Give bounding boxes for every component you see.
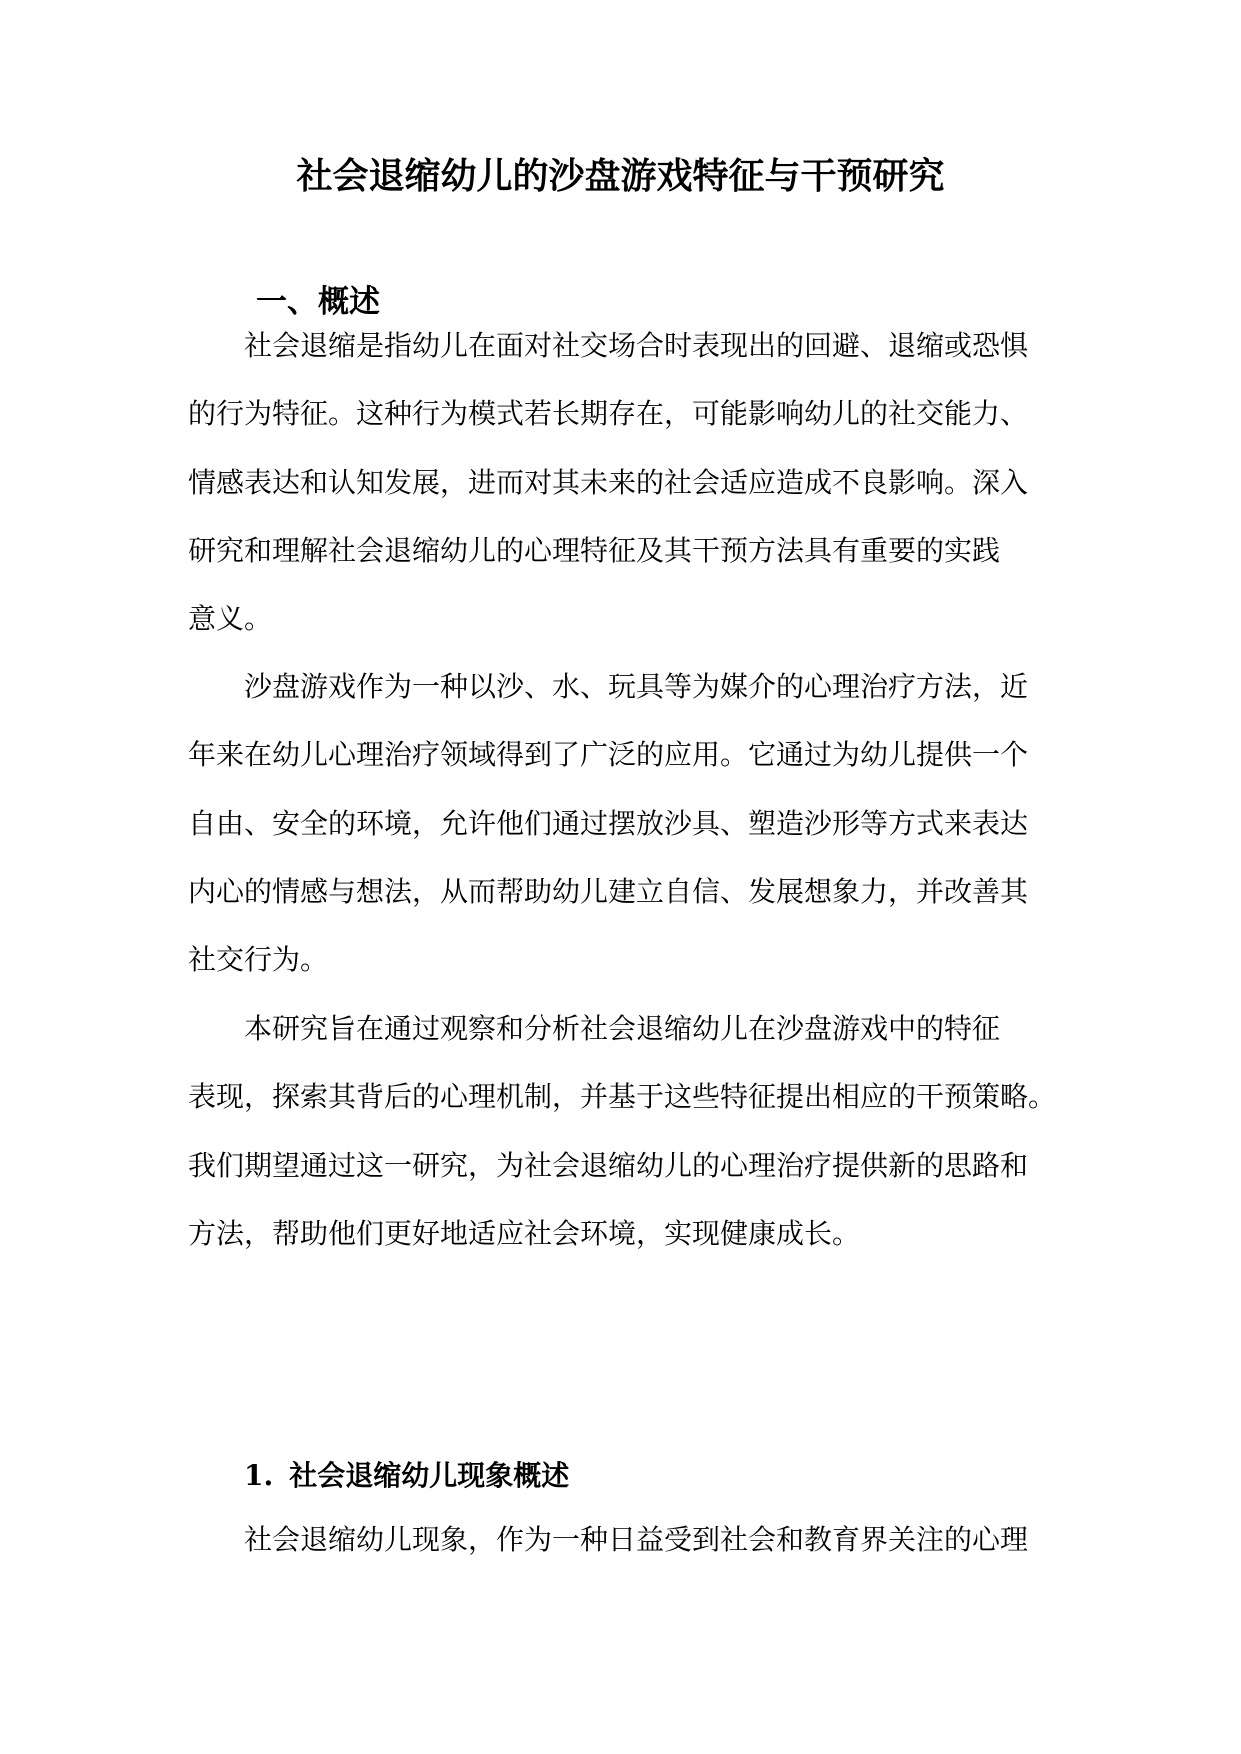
paragraph-line: 社交行为。 <box>188 943 329 977</box>
paragraph-line: 自由、安全的环境，允许他们通过摆放沙具、塑造沙形等方式来表达 <box>188 806 1029 840</box>
paragraph-line: 本研究旨在通过观察和分析社会退缩幼儿在沙盘游戏中的特征 <box>244 1012 1001 1045</box>
paragraph-line: 年来在幼儿心理治疗领域得到了广泛的应用。它通过为幼儿提供一个 <box>188 738 1029 772</box>
paragraph-4 <box>188 1506 1068 1574</box>
subsection-number: 1. <box>244 1459 274 1492</box>
paragraph-line: 社会退缩幼儿现象，作为一种日益受到社会和教育界关注的心理 <box>244 1523 1029 1556</box>
subsection-title: 社会退缩幼儿现象概述 <box>289 1459 570 1492</box>
paragraph-line: 沙盘游戏作为一种以沙、水、玩具等为媒介的心理治疗方法，近 <box>244 670 1029 703</box>
paragraph-line: 研究和理解社会退缩幼儿的心理特征及其干预方法具有重要的实践 <box>188 533 1001 567</box>
paragraph-line: 意义。 <box>188 602 273 636</box>
paragraph-2 <box>188 653 1068 994</box>
paragraph-line: 内心的情感与想法，从而帮助幼儿建立自信、发展想象力，并改善其 <box>188 874 1029 908</box>
paragraph-line: 社会退缩是指幼儿在面对社交场合时表现出的回避、退缩或恐惧 <box>244 329 1029 362</box>
paragraph-line: 情感表达和认知发展，进而对其未来的社会适应造成不良影响。深入 <box>188 465 1029 499</box>
subsection-heading <box>244 1456 569 1496</box>
paragraph-1 <box>188 312 1068 653</box>
paragraph-line: 表现，探索其背后的心理机制，并基于这些特征提出相应的干预策略。 <box>188 1080 1057 1114</box>
paragraph-line: 的行为特征。这种行为模式若长期存在，可能影响幼儿的社交能力、 <box>188 397 1029 431</box>
paragraph-3 <box>188 995 1068 1268</box>
paragraph-line: 我们期望通过这一研究，为社会退缩幼儿的心理治疗提供新的思路和 <box>188 1148 1029 1182</box>
paragraph-line: 方法，帮助他们更好地适应社会环境，实现健康成长。 <box>188 1216 861 1250</box>
document-title: 社会退缩幼儿的沙盘游戏特征与干预研究 <box>296 155 945 197</box>
section-heading-overview: 一、概述 <box>256 284 380 320</box>
